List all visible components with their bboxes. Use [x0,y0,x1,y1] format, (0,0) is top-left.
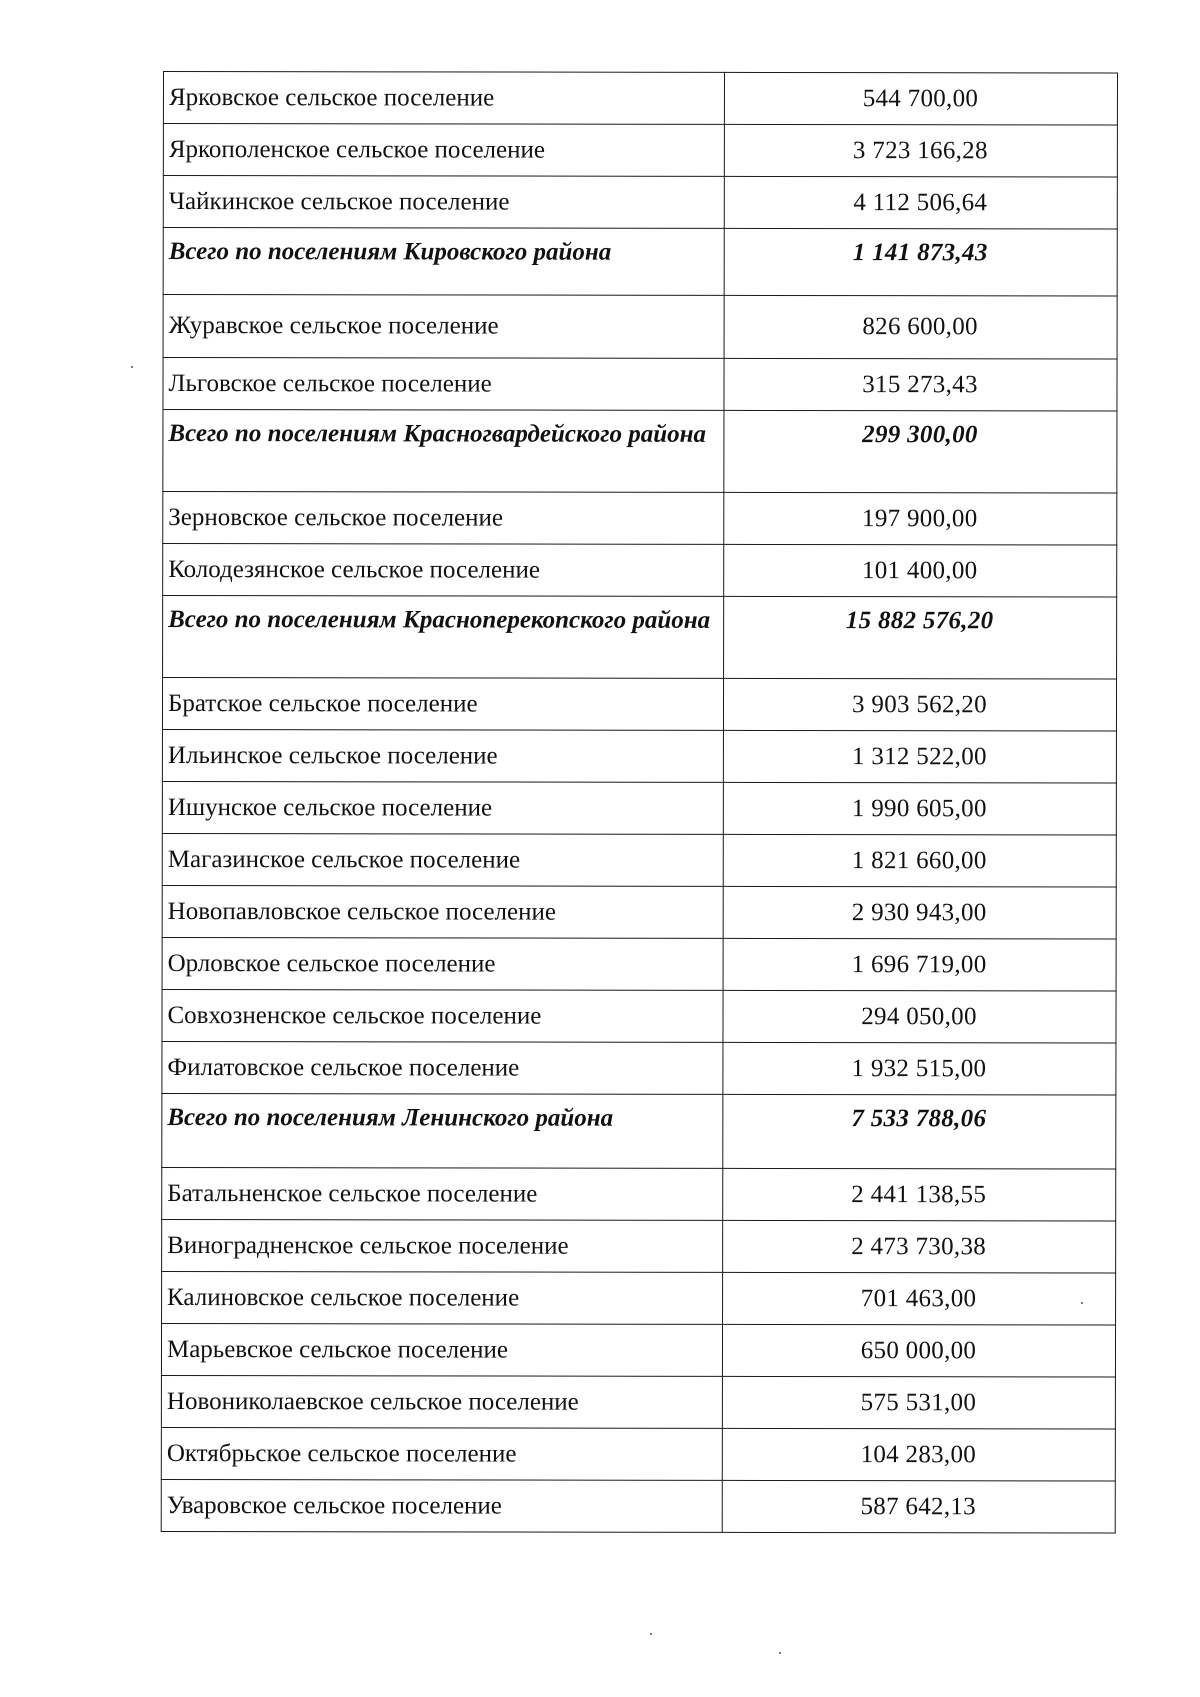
settlement-amount: 575 531,00 [722,1376,1115,1429]
district-total-row [163,228,1117,296]
district-total-row [163,596,1117,679]
table-row [162,1041,1116,1094]
district-total-amount: 1 141 873,43 [724,228,1117,296]
settlement-amount: 650 000,00 [722,1324,1115,1377]
table-row [162,1271,1116,1324]
settlement-amount: 1 312 522,00 [723,730,1116,783]
settlement-amount: 1 696 719,00 [723,938,1116,991]
settlement-name: Совхозненское сельское поселение [162,989,723,1042]
settlement-name: Чайкинское сельское поселение [163,176,724,229]
settlement-name: Льговское сельское поселение [163,358,724,411]
settlement-name: Ильинское сельское поселение [162,730,723,783]
settlement-amount: 104 283,00 [722,1428,1115,1481]
settlement-name: Братское сельское поселение [162,678,723,731]
scan-speck [779,1652,781,1654]
table-row [162,678,1116,731]
settlements-budget-table [161,71,1118,1533]
settlement-amount: 2 441 138,55 [723,1168,1116,1221]
settlement-name: Яркополенское сельское поселение [163,124,724,177]
district-total-row [163,410,1117,493]
settlement-amount: 197 900,00 [724,492,1117,545]
district-total-row [162,1093,1116,1168]
district-total-label: Всего по поселениям Красноперекопского района [163,596,724,679]
settlement-amount: 101 400,00 [724,544,1117,597]
settlement-name: Колодезянское сельское поселение [163,544,724,597]
settlement-name: Ярковское сельское поселение [163,72,724,125]
table-row [162,1219,1116,1272]
table-row [163,544,1117,597]
table-row [163,358,1117,411]
district-total-amount: 15 882 576,20 [724,596,1117,679]
settlement-amount: 294 050,00 [723,990,1116,1043]
table-row [163,124,1117,177]
table-row [162,937,1116,990]
table-row [161,1375,1115,1428]
district-total-label: Всего по поселениям Красногвардейского района [163,410,724,493]
settlement-amount: 587 642,13 [722,1480,1115,1533]
settlement-amount: 701 463,00 [723,1272,1116,1325]
settlement-name: Новониколаевское сельское поселение [161,1375,722,1428]
settlement-name: Марьевское сельское поселение [161,1323,722,1376]
district-total-label: Всего по поселениям Ленинского района [162,1093,723,1168]
settlement-amount: 3 903 562,20 [723,678,1116,731]
settlement-name: Батальненское сельское поселение [162,1167,723,1220]
settlement-name: Калиновское сельское поселение [162,1271,723,1324]
table-row [161,1427,1115,1480]
settlement-amount: 2 930 943,00 [723,886,1116,939]
settlement-name: Новопавловское сельское поселение [162,885,723,938]
settlement-amount: 1 990 605,00 [723,782,1116,835]
table-row [162,730,1116,783]
table-row [163,492,1117,545]
table-row [163,72,1117,125]
table-row [161,1479,1115,1532]
settlement-amount: 1 821 660,00 [723,834,1116,887]
table-row [162,989,1116,1042]
table-row [162,885,1116,938]
table-row [162,1167,1116,1220]
scan-speck [650,1633,652,1635]
settlement-name: Ишунское сельское поселение [162,781,723,834]
table-row [161,1323,1115,1376]
settlement-amount: 1 932 515,00 [723,1042,1116,1095]
settlement-name: Магазинское сельское поселение [162,833,723,886]
table-row [163,176,1117,229]
settlement-amount: 315 273,43 [724,358,1117,411]
table-row [162,781,1116,834]
settlement-amount: 4 112 506,64 [724,176,1117,229]
settlement-amount: 2 473 730,38 [723,1220,1116,1273]
table-row [162,833,1116,886]
settlement-amount: 826 600,00 [724,295,1117,359]
district-total-label: Всего по поселениям Кировского района [163,228,724,296]
scan-speck [131,366,133,368]
settlement-name: Филатовское сельское поселение [162,1041,723,1094]
settlement-name: Журавское сельское поселение [163,295,724,359]
settlement-name: Уваровское сельское поселение [161,1479,722,1532]
settlement-name: Орловское сельское поселение [162,937,723,990]
settlement-name: Виноградненское сельское поселение [162,1219,723,1272]
settlement-name: Зерновское сельское поселение [163,492,724,545]
settlement-amount: 3 723 166,28 [724,124,1117,177]
settlement-amount: 544 700,00 [724,72,1117,125]
district-total-amount: 7 533 788,06 [723,1094,1116,1169]
district-total-amount: 299 300,00 [724,410,1117,493]
table-row [163,295,1117,359]
settlement-name: Октябрьское сельское поселение [161,1427,722,1480]
scan-speck [1081,1302,1083,1304]
